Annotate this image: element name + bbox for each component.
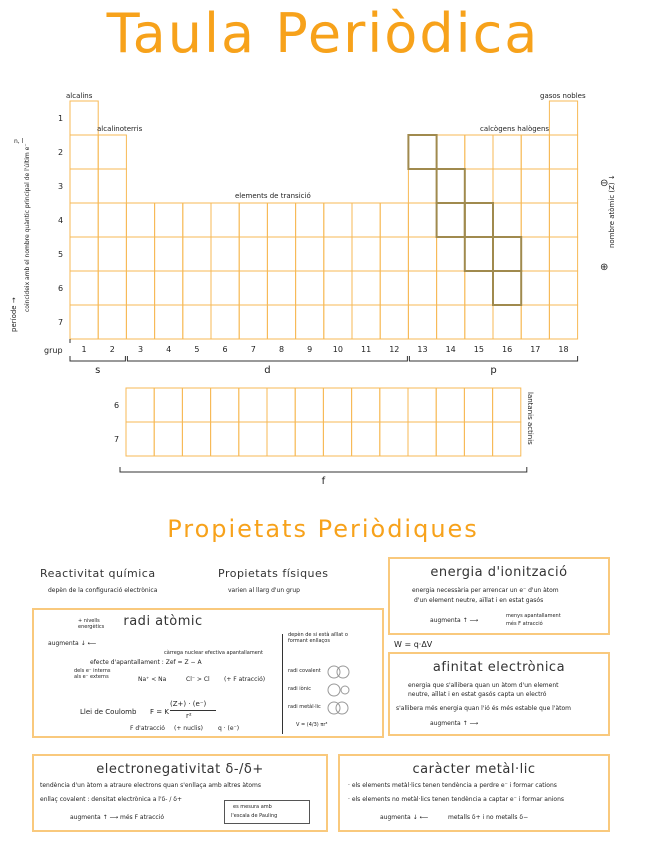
metalloid-cell bbox=[493, 271, 521, 305]
ionitzacio-box bbox=[388, 557, 610, 635]
metalloid-cell bbox=[465, 203, 493, 237]
element-cell bbox=[324, 203, 352, 237]
radi-na: Na⁺ < Na bbox=[138, 676, 167, 683]
atom-circles-icon bbox=[324, 662, 364, 718]
fisiques-text: varien al llarg d'un grup bbox=[228, 587, 300, 594]
element-cell bbox=[239, 203, 267, 237]
ionitzacio-note2: més F atracció bbox=[506, 621, 543, 627]
props-heading: Propietats Periòdiques bbox=[167, 515, 479, 543]
page-title: Taula Periòdica bbox=[106, 2, 540, 65]
f-block-cell bbox=[464, 388, 492, 422]
w-formula: W = q·ΔV bbox=[394, 640, 433, 649]
ionitzacio-note1: menys apantallament bbox=[506, 613, 561, 619]
electro-title: electronegativitat δ-/δ+ bbox=[96, 762, 264, 777]
electro-line1: tendència d'un àtom a atraure electrons quan s'enllaça amb altres àtoms bbox=[40, 782, 261, 789]
pauling-box bbox=[224, 800, 310, 824]
f-block-cell bbox=[126, 388, 154, 422]
radi-cl: Cl⁻ > Cl bbox=[186, 676, 210, 683]
element-cell bbox=[70, 169, 98, 203]
radi-augmenta: augmenta ↓ ⟵ bbox=[48, 640, 97, 647]
element-cell bbox=[437, 271, 465, 305]
ionitzacio-line2: d'un element neutre, aïllat i en estat gasós bbox=[414, 597, 544, 604]
metalloid-cell bbox=[437, 169, 465, 203]
f-block-cell bbox=[154, 388, 182, 422]
f-block-cell bbox=[211, 422, 239, 456]
radi-metallic: radi metàl·lic bbox=[288, 704, 321, 710]
group-number: 10 bbox=[332, 345, 343, 354]
element-cell bbox=[549, 237, 577, 271]
metal-note: metalls δ+ i no metalls δ− bbox=[448, 814, 529, 821]
element-cell bbox=[267, 203, 295, 237]
afinitat-line1: energia que s'allibera quan un àtom d'un element bbox=[408, 682, 559, 689]
f-block-cell bbox=[267, 388, 295, 422]
element-cell bbox=[493, 169, 521, 203]
block-label: d bbox=[264, 365, 271, 376]
element-cell bbox=[239, 237, 267, 271]
radi-box bbox=[32, 608, 384, 738]
radi-coulomb: Llei de Coulomb bbox=[80, 708, 137, 716]
element-cell bbox=[408, 135, 436, 169]
electro-note1: es mesura amb bbox=[233, 804, 272, 810]
element-cell bbox=[183, 305, 211, 339]
element-cell bbox=[493, 135, 521, 169]
f-block-cell bbox=[295, 422, 323, 456]
radi-sobre-efecte: càrrega nuclear efectiva apantallament bbox=[164, 650, 263, 656]
block-bracket bbox=[409, 356, 577, 361]
element-cell bbox=[155, 237, 183, 271]
group-number: 12 bbox=[389, 345, 400, 354]
element-cell bbox=[408, 237, 436, 271]
element-cell bbox=[296, 237, 324, 271]
radi-formula-den: r² bbox=[186, 712, 192, 720]
f-block-cell bbox=[182, 388, 210, 422]
f-block-cell bbox=[267, 422, 295, 456]
element-cell bbox=[521, 135, 549, 169]
element-cell bbox=[296, 271, 324, 305]
metalloid-cell bbox=[493, 237, 521, 271]
block-label: s bbox=[95, 365, 101, 376]
element-cell bbox=[70, 305, 98, 339]
group-number: 8 bbox=[278, 345, 285, 354]
afinitat-augmenta: augmenta ↑ ⟶ bbox=[430, 720, 479, 727]
label-calcogens: calcògens halògens bbox=[480, 125, 550, 133]
radi-title: radi atòmic bbox=[123, 614, 203, 629]
element-cell bbox=[126, 305, 154, 339]
label-grup: grup bbox=[44, 346, 63, 355]
metal-box bbox=[338, 754, 610, 832]
metalloid-cell bbox=[437, 203, 465, 237]
element-cell bbox=[70, 237, 98, 271]
group-number: 15 bbox=[473, 345, 484, 354]
f-block-cell bbox=[239, 388, 267, 422]
element-cell bbox=[380, 271, 408, 305]
f-block-cell bbox=[408, 422, 436, 456]
afinitat-line2: neutre, aïllat i en estat gasós capta un electró bbox=[408, 691, 547, 698]
element-cell bbox=[70, 101, 98, 135]
f-period-number: 6 bbox=[114, 401, 120, 410]
group-number: 17 bbox=[530, 345, 541, 354]
f-block-cell bbox=[493, 388, 521, 422]
element-cell bbox=[183, 203, 211, 237]
element-cell bbox=[549, 203, 577, 237]
element-cell bbox=[239, 305, 267, 339]
element-cell bbox=[408, 271, 436, 305]
element-cell bbox=[155, 203, 183, 237]
radi-formula-f: F = K bbox=[150, 708, 169, 716]
element-cell bbox=[324, 305, 352, 339]
element-cell bbox=[493, 271, 521, 305]
element-cell bbox=[465, 237, 493, 271]
element-cell bbox=[408, 305, 436, 339]
period-number: 5 bbox=[58, 250, 64, 259]
radi-electrons: dels e⁻ interns als e⁻ externs bbox=[74, 668, 111, 680]
ionitzacio-line1: energia necessària per arrencar un e⁻ d'un àtom bbox=[412, 587, 559, 594]
radi-right-head: depèn de si està aïllat o formant enllaços bbox=[288, 632, 348, 644]
radi-covalent: radi covalent bbox=[288, 668, 321, 674]
group-number: 13 bbox=[417, 345, 428, 354]
f-block-cell bbox=[239, 422, 267, 456]
element-cell bbox=[465, 271, 493, 305]
f-block-cell bbox=[380, 422, 408, 456]
element-cell bbox=[70, 271, 98, 305]
element-cell bbox=[98, 271, 126, 305]
label-alcalins: alcalins bbox=[66, 92, 93, 100]
fisiques-title: Propietats físiques bbox=[218, 567, 329, 580]
element-cell bbox=[70, 203, 98, 237]
metal-line2: · els elements no metàl·lics tenen tendència a captar e⁻ i formar anions bbox=[348, 796, 565, 803]
element-cell bbox=[465, 203, 493, 237]
group-number: 18 bbox=[558, 345, 569, 354]
element-cell bbox=[408, 169, 436, 203]
element-cell bbox=[437, 169, 465, 203]
period-number: 1 bbox=[58, 114, 64, 123]
f-block-cell bbox=[211, 388, 239, 422]
element-cell bbox=[352, 271, 380, 305]
element-cell bbox=[437, 305, 465, 339]
element-cell bbox=[211, 203, 239, 237]
f-period-number: 7 bbox=[114, 435, 120, 444]
element-cell bbox=[521, 203, 549, 237]
element-cell bbox=[211, 305, 239, 339]
afinitat-line3: s'allibera més energia quan l'ió és més estable que l'àtom bbox=[396, 705, 572, 712]
element-cell bbox=[70, 135, 98, 169]
element-cell bbox=[155, 305, 183, 339]
afinitat-title: afinitat electrònica bbox=[432, 660, 566, 675]
element-cell bbox=[465, 305, 493, 339]
radi-fatraccio: F d'atracció bbox=[130, 725, 165, 732]
label-gasos-nobles: gasos nobles bbox=[540, 92, 586, 100]
element-cell bbox=[98, 203, 126, 237]
radi-note-top: + nivells energètics bbox=[78, 618, 105, 630]
group-number: 4 bbox=[166, 345, 172, 354]
metal-line1: · els elements metàl·lics tenen tendència a perdre e⁻ i formar cations bbox=[348, 782, 557, 789]
element-cell bbox=[437, 135, 465, 169]
element-cell bbox=[493, 305, 521, 339]
element-cell bbox=[126, 271, 154, 305]
radi-formula-num: (Z+) · (e⁻) bbox=[170, 700, 207, 708]
reactivitat-title: Reactivitat química bbox=[40, 567, 156, 580]
period-number: 4 bbox=[58, 216, 64, 225]
afinitat-box bbox=[388, 652, 610, 736]
f-block-cell bbox=[323, 388, 351, 422]
group-number: 1 bbox=[81, 345, 87, 354]
element-cell bbox=[465, 135, 493, 169]
minus-icon: ⊖ bbox=[600, 178, 609, 189]
element-cell bbox=[380, 237, 408, 271]
element-cell bbox=[324, 237, 352, 271]
radi-volume: V = (4/3) πr³ bbox=[296, 722, 328, 728]
element-cell bbox=[155, 271, 183, 305]
label-alcalinoterris: alcalinoterris bbox=[97, 125, 143, 133]
label-coincideix: coincideix amb el nombre quàntic principal de l'últim e⁻ bbox=[24, 143, 31, 312]
plus-icon: ⊕ bbox=[600, 262, 609, 273]
group-number: 9 bbox=[307, 345, 313, 354]
label-n-l: n, l bbox=[14, 138, 24, 145]
element-cell bbox=[521, 271, 549, 305]
group-number: 11 bbox=[361, 345, 372, 354]
element-cell bbox=[267, 237, 295, 271]
f-block-cell bbox=[352, 388, 380, 422]
radi-divider bbox=[282, 634, 283, 734]
element-cell bbox=[183, 271, 211, 305]
element-cell bbox=[352, 203, 380, 237]
element-cell bbox=[549, 169, 577, 203]
block-label: p bbox=[490, 365, 497, 376]
block-bracket bbox=[70, 356, 125, 361]
electro-line2: enllaç covalent : densitat electrònica a l'δ- / δ+ bbox=[40, 796, 182, 803]
element-cell bbox=[380, 203, 408, 237]
ionitzacio-title: energia d'ionització bbox=[430, 565, 568, 580]
element-cell bbox=[267, 305, 295, 339]
metal-augmenta: augmenta ↓ ⟵ bbox=[380, 814, 429, 821]
electro-box bbox=[32, 754, 328, 832]
element-cell bbox=[324, 271, 352, 305]
f-block-cell bbox=[380, 388, 408, 422]
f-block-cell bbox=[493, 422, 521, 456]
fraction-bar bbox=[170, 710, 216, 711]
group-number: 14 bbox=[445, 345, 456, 354]
f-block-cell bbox=[126, 422, 154, 456]
element-cell bbox=[296, 203, 324, 237]
element-cell bbox=[126, 203, 154, 237]
f-block-cell bbox=[436, 422, 464, 456]
reactivitat-text: depèn de la configuració electrònica bbox=[48, 587, 158, 594]
group-number: 6 bbox=[222, 345, 228, 354]
radi-atraccio: (+ F atracció) bbox=[224, 676, 266, 683]
label-lantanis: lantanis actinis bbox=[526, 392, 534, 445]
element-cell bbox=[549, 101, 577, 135]
block-bracket bbox=[127, 356, 407, 361]
group-number: 7 bbox=[250, 345, 256, 354]
element-cell bbox=[521, 237, 549, 271]
f-block-cell bbox=[154, 422, 182, 456]
period-number: 7 bbox=[58, 318, 64, 327]
electro-augmenta: augmenta ↑ ⟶ més F atracció bbox=[70, 814, 165, 821]
f-block-cell bbox=[436, 388, 464, 422]
label-nombre-atomic: nombre atòmic (Z) ↓ bbox=[608, 174, 616, 248]
element-cell bbox=[549, 271, 577, 305]
group-number: 2 bbox=[109, 345, 115, 354]
radi-qe: q · (e⁻) bbox=[218, 725, 240, 732]
group-number: 5 bbox=[194, 345, 200, 354]
element-cell bbox=[267, 271, 295, 305]
element-cell bbox=[211, 271, 239, 305]
f-block-cell bbox=[295, 388, 323, 422]
element-cell bbox=[549, 305, 577, 339]
metalloid-cell bbox=[465, 237, 493, 271]
element-cell bbox=[380, 305, 408, 339]
metalloid-cell bbox=[408, 135, 436, 169]
group-number: 16 bbox=[502, 345, 513, 354]
f-block-cell bbox=[464, 422, 492, 456]
element-cell bbox=[98, 305, 126, 339]
radi-efecte: efecte d'apantallament : Zef = Z − A bbox=[90, 659, 202, 666]
element-cell bbox=[183, 237, 211, 271]
f-block-cell bbox=[352, 422, 380, 456]
period-number: 6 bbox=[58, 284, 64, 293]
element-cell bbox=[239, 271, 267, 305]
element-cell bbox=[521, 305, 549, 339]
element-cell bbox=[98, 135, 126, 169]
group-number: 3 bbox=[137, 345, 144, 354]
element-cell bbox=[352, 237, 380, 271]
element-cell bbox=[549, 135, 577, 169]
block-label: f bbox=[321, 476, 326, 487]
electro-note2: l'escala de Pauling bbox=[231, 813, 278, 819]
block-bracket bbox=[120, 467, 527, 472]
element-cell bbox=[296, 305, 324, 339]
period-number: 2 bbox=[58, 148, 64, 157]
ionitzacio-augmenta: augmenta ↑ ⟶ bbox=[430, 617, 479, 624]
radi-ionic: radi iònic bbox=[288, 686, 312, 692]
element-cell bbox=[521, 169, 549, 203]
element-cell bbox=[437, 203, 465, 237]
label-periode: període → bbox=[10, 297, 18, 332]
element-cell bbox=[211, 237, 239, 271]
period-number: 3 bbox=[58, 182, 64, 191]
element-cell bbox=[408, 203, 436, 237]
metal-title: caràcter metàl·lic bbox=[412, 762, 536, 777]
radi-nuclis: (+ nuclis) bbox=[174, 725, 203, 732]
label-transicio: elements de transició bbox=[235, 192, 311, 200]
f-block-cell bbox=[182, 422, 210, 456]
element-cell bbox=[352, 305, 380, 339]
element-cell bbox=[126, 237, 154, 271]
element-cell bbox=[98, 237, 126, 271]
element-cell bbox=[465, 169, 493, 203]
element-cell bbox=[493, 237, 521, 271]
element-cell bbox=[98, 169, 126, 203]
f-block-cell bbox=[323, 422, 351, 456]
element-cell bbox=[437, 237, 465, 271]
element-cell bbox=[493, 203, 521, 237]
f-block-cell bbox=[408, 388, 436, 422]
